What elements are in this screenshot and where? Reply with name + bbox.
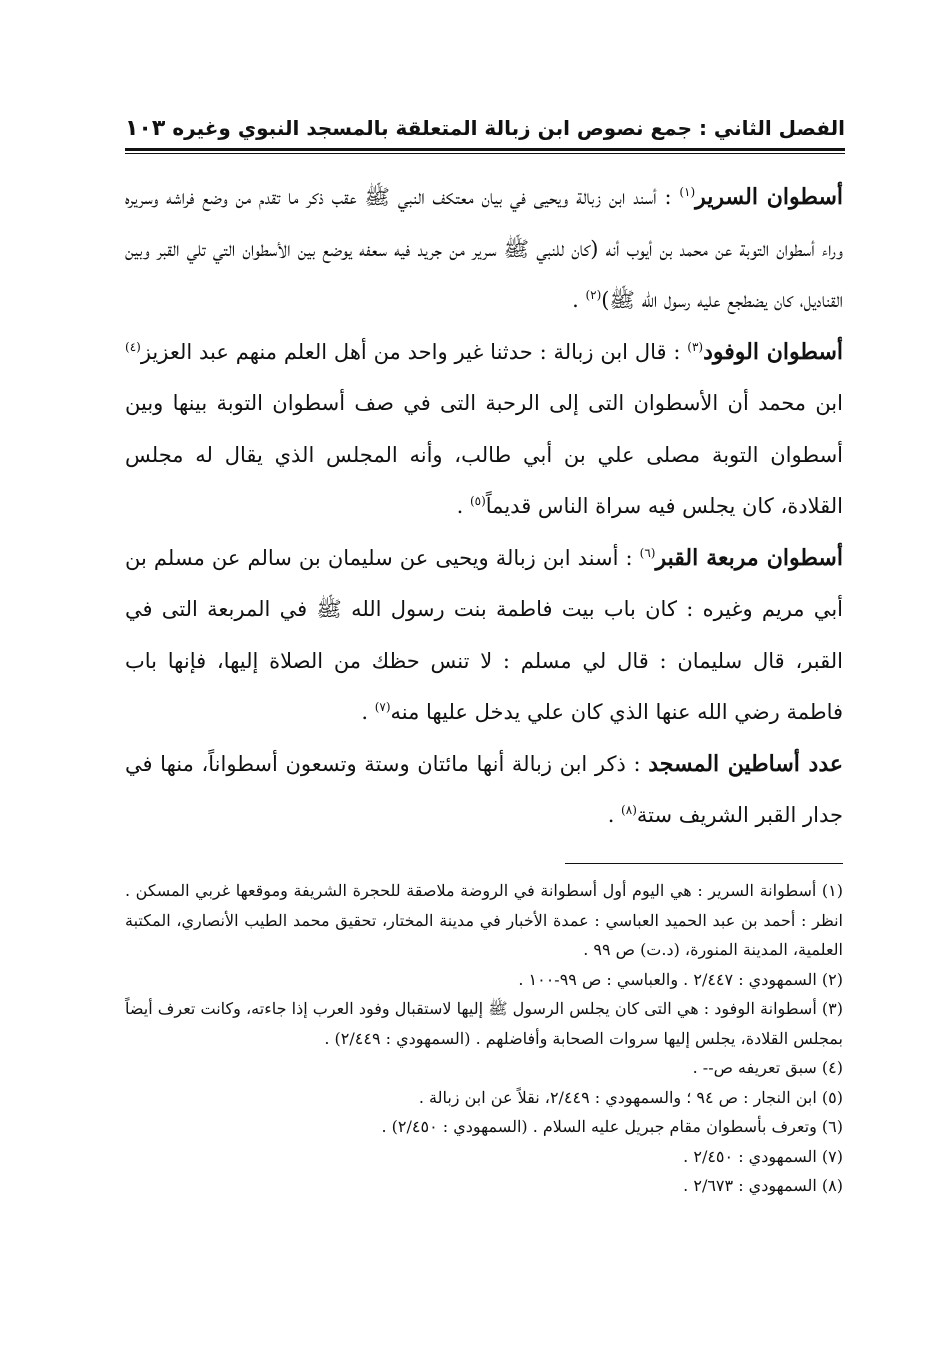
entry-term: أسطوان السرير: [695, 184, 843, 210]
entry-end: .: [361, 700, 375, 724]
entry-text: : قال ابن زبالة : حدثنا غير واحد من أهل العلم منهم عبد العزيز: [140, 339, 681, 364]
entry-murabba: [125, 533, 843, 739]
entry-wufud: [125, 327, 843, 533]
footnote: [125, 1142, 843, 1172]
footnote-number: (٤): [821, 1058, 843, 1077]
footnote-number: (٣): [821, 999, 843, 1018]
footnote: [125, 1083, 843, 1113]
footnote-number: (٢): [821, 969, 843, 989]
footnote: [125, 1053, 843, 1083]
header-rule: [125, 148, 845, 151]
entry-end: .: [456, 494, 470, 518]
header-rule-thin: [125, 153, 845, 154]
entry-text: : ذكر ابن زبالة أنها مائتان وستة وتسعون أسطواناً، منها في جدار القبر الشريف ستة: [125, 751, 843, 827]
footnote-ref: (١): [679, 185, 696, 199]
footnote-number: (٦): [821, 1117, 843, 1136]
footnote-text: أسطوانة الوفود : هي التى كان يجلس الرسول ﷺ إليها لاستقبال وفود العرب إذا جاءته، وكانت تعرف أيضاً بمجلس القلادة، يجلس إليها سروات الصحابة وأفاضلهم . (السمهودي : ٢/٤٤٩) .: [125, 999, 843, 1048]
footnote-ref: (٢): [585, 288, 602, 302]
footnote-ref: (٣): [687, 339, 704, 354]
entry-end: .: [607, 803, 622, 827]
footnote-text: وتعرف بأسطوان مقام جبريل عليه السلام . (السمهودي : ٢/٤٥٠) .: [381, 1117, 817, 1136]
entry-count: [125, 739, 843, 842]
footnote-ref: (٥): [469, 494, 486, 508]
footnote-number: (١): [821, 881, 843, 900]
entry-term: أسطوان مربعة القبر: [655, 544, 843, 571]
footnote: [125, 1112, 843, 1142]
footnote-text: ابن النجار : ص ٩٤ ؛ والسمهودي : ٢/٤٤٩، نقلاً عن ابن زبالة .: [418, 1087, 817, 1107]
entry-end: .: [572, 288, 586, 312]
entry-text: : أسند ابن زبالة ويحيى عن سليمان بن سالم عن مسلم بن أبي مريم وغيره : كان باب بيت فاطمة بنت رسول الله ﷺ في المربعة التى في القبر، قال سليمان : قال لي مسلم : لا تنس حظك من الصلاة إليها، فإنها باب فاطمة رضي الله عنها الذي كان علي يدخل عليها منه: [125, 545, 843, 724]
footnote-number: (٨): [821, 1176, 843, 1195]
footnote: [125, 994, 843, 1053]
footnote: [125, 876, 843, 965]
footnote: [125, 1171, 843, 1201]
entry-term: عدد أساطين المسجد: [648, 750, 843, 777]
footnote-number: (٧): [821, 1146, 843, 1166]
footnote-text: أسطوانة السرير : هي اليوم أول أسطوانة في الروضة ملاصقة للحجرة الشريفة وموقعها غربي المسكن . انظر : أحمد بن عبد الحميد العباسي : عمدة الأخبار في مدينة المختار، تحقيق محمد الطيب الأنصاري، المكتبة العلمية، المدينة المنورة، (د.ت) ص ٩٩ .: [125, 881, 843, 959]
entry-sarir: [125, 172, 843, 327]
footnotes: [125, 876, 843, 1201]
entry-text: : أسند ابن زبالة ويحيى في بيان معتكف النبي ﷺ عقب ذكر ما تقدم من وضع فراشه وسريره وراء أسطوان التوبة عن محمد بن أيوب أنه (كان للنبي ﷺ سرير من جريد فيه سعفه يوضع بين الأسطوان التي تلي القبر وبين القناديل، كان يضطجع عليه رسول الله ﷺ): [125, 185, 843, 312]
entry-term: أسطوان الوفود: [703, 338, 843, 365]
footnote-text: سبق تعريفه ص-- .: [692, 1058, 817, 1077]
running-header: [125, 108, 845, 148]
entry-text-cont: ابن محمد أن الأسطوان التى إلى الرحبة التى في صف أسطوان التوبة بينها وبين أسطوان التوبة مصلى علي بن أبي طالب، وأنه المجلس الذي يقال له مجلس القلادة، كان يجلس فيه سراة الناس قديماً: [125, 391, 843, 518]
footnote-text: السمهودي : ٢/٤٤٧ . والعباسي : ص ٩٩-١٠٠ .: [518, 969, 817, 989]
footnote-ref: (٦): [639, 545, 656, 560]
footnote-separator: [565, 863, 843, 864]
footnote-ref: (٧): [374, 700, 391, 714]
footnote-text: السمهودي : ٢/٦٧٣ .: [683, 1176, 817, 1195]
footnote-text: السمهودي : ٢/٤٥٠ .: [683, 1146, 817, 1166]
footnote-ref: (٤): [125, 339, 141, 354]
footnote-ref: (٨): [621, 803, 637, 817]
chapter-title: الفصل الثاني : جمع نصوص ابن زبالة المتعلقة بالمسجد النبوي وغيره: [172, 116, 845, 140]
footnote: [125, 965, 843, 995]
page-number: ١٠٣: [125, 115, 166, 141]
main-text: [125, 172, 843, 842]
footnote-number: (٥): [821, 1087, 843, 1107]
